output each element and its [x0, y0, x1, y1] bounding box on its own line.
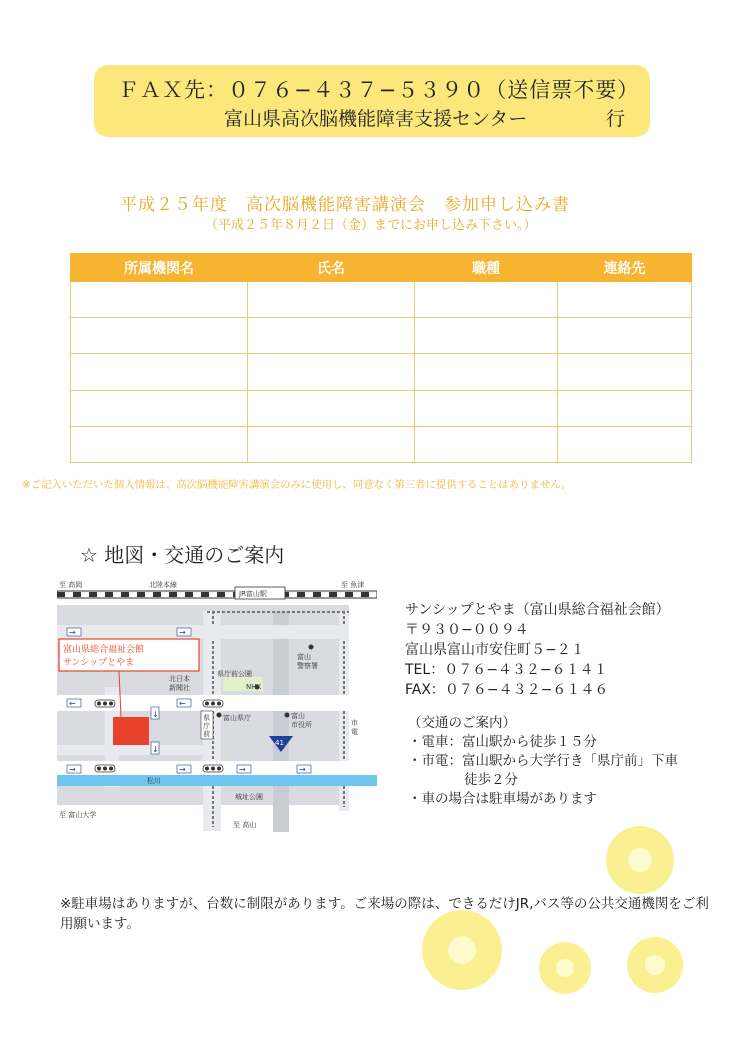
venue-marker — [113, 717, 149, 745]
entry-cell[interactable] — [415, 282, 558, 318]
label-police: 富山 — [297, 653, 311, 661]
access-map — [57, 577, 377, 832]
flower-icon — [606, 826, 674, 894]
entry-cell[interactable] — [415, 354, 558, 390]
entry-cell[interactable] — [248, 282, 415, 318]
matsukawa-river — [57, 775, 377, 786]
svg-text:→: → — [239, 765, 246, 774]
entry-cell[interactable] — [558, 426, 692, 462]
svg-text:↓: ↓ — [152, 710, 159, 719]
svg-text:警察署: 警察署 — [297, 662, 318, 670]
svg-text:←: ← — [179, 699, 186, 708]
entry-cell[interactable] — [71, 282, 248, 318]
entry-cell[interactable] — [415, 318, 558, 354]
svg-text:電: 電 — [351, 728, 358, 736]
label-nhk: NHK — [246, 683, 262, 691]
svg-text:新聞社: 新聞社 — [169, 684, 190, 692]
postal-code: 〒９３０−００９４ — [405, 622, 529, 638]
label-hokuriku-line: 北陸本線 — [149, 581, 177, 589]
entry-cell[interactable] — [248, 318, 415, 354]
table-row — [71, 282, 692, 318]
facility-name: サンシップとやま（富山県総合福祉会館） — [405, 602, 670, 618]
entry-cell[interactable] — [558, 390, 692, 426]
entry-cell[interactable] — [248, 426, 415, 462]
label-to-takayama: 至 高山 — [233, 821, 257, 829]
deadline-note: （平成２５年８月２日（金）までにお申し込み下さい。） — [205, 218, 537, 233]
access-tram: ・市電：富山駅から大学行き「県庁前」下車 — [408, 753, 678, 769]
column-occupation: 職種 — [415, 254, 558, 282]
label-jr-toyama-station: JR富山駅 — [239, 590, 267, 598]
telephone: TEL：０７６−４３２−６１４１ — [405, 662, 608, 678]
svg-text:→: → — [69, 765, 76, 774]
svg-text:↓: ↓ — [152, 745, 159, 754]
label-castle-park: 城址公園 — [235, 793, 263, 801]
flower-icon — [627, 937, 683, 993]
table-row — [71, 318, 692, 354]
privacy-note: ※ご記入いただいた個人情報は、高次脳機能障害講演会のみに使用し、同意なく第三者に提供することはありません。 — [22, 479, 572, 491]
access-heading: （交通のご案内） — [408, 715, 516, 731]
svg-text:→: → — [179, 628, 186, 637]
access-car: ・車の場合は駐車場があります — [408, 791, 597, 807]
fax-number: ＦＡＸ先：０７６−４３７−５３９０（送信票不要） — [118, 78, 640, 102]
svg-text:←: ← — [69, 699, 76, 708]
label-tram: 市 — [351, 719, 358, 727]
label-park: 県庁前公園 — [217, 670, 252, 678]
recipient-suffix: 行 — [606, 108, 626, 130]
form-title: 平成２５年度 高次脳機能障害講演会 参加申し込み書 — [120, 195, 570, 215]
label-city-hall: 富山 — [291, 712, 305, 720]
entry-cell[interactable] — [71, 426, 248, 462]
entry-cell[interactable] — [248, 390, 415, 426]
access-tram-walk: 徒歩２分 — [464, 772, 518, 788]
entry-cell[interactable] — [558, 282, 692, 318]
entry-cell[interactable] — [558, 354, 692, 390]
label-to-university: 至 富山大学 — [59, 811, 97, 819]
column-name: 氏名 — [248, 254, 415, 282]
svg-text:庁: 庁 — [203, 722, 210, 730]
svg-text:→: → — [69, 628, 76, 637]
svg-text:→: → — [299, 765, 306, 774]
table-row — [71, 426, 692, 462]
entry-cell[interactable] — [558, 318, 692, 354]
label-to-uozu: 至 魚津 — [341, 581, 365, 589]
label-kencho-mae: 県 — [203, 714, 210, 722]
label-pref-office: 富山県庁 — [223, 714, 251, 722]
access-guide — [408, 714, 678, 809]
address: 富山県富山市安住町５−２１ — [405, 642, 585, 658]
column-affiliation: 所属機関名 — [71, 254, 248, 282]
route-41-road — [273, 611, 289, 832]
label-newspaper: 北日本 — [169, 675, 190, 683]
label-to-takaoka: 至 高岡 — [59, 581, 83, 589]
label-river: 松川 — [147, 777, 161, 785]
entry-cell[interactable] — [71, 390, 248, 426]
entry-cell[interactable] — [71, 354, 248, 390]
table-header-row — [71, 254, 692, 282]
route-number: 41 — [275, 739, 284, 747]
application-table — [70, 253, 692, 463]
parking-note: ※駐車場はありますが、台数に制限があります。ご来場の際は、できるだけJR,バス等の公共交通機関をご利用願います。 — [60, 896, 709, 932]
entry-cell[interactable] — [71, 318, 248, 354]
svg-text:市役所: 市役所 — [291, 721, 312, 729]
venue-name-1: 富山県総合福祉会館 — [63, 645, 145, 655]
venue-name-2: サンシップとやま — [63, 658, 135, 668]
facility-info — [405, 600, 670, 700]
entry-cell[interactable] — [248, 354, 415, 390]
table-row — [71, 390, 692, 426]
svg-text:前: 前 — [203, 730, 210, 738]
entry-cell[interactable] — [415, 426, 558, 462]
map-section-heading: ☆ 地図・交通のご案内 — [80, 543, 285, 567]
flower-icon — [539, 942, 591, 994]
fax: FAX：０７６−４３２−６１４６ — [405, 682, 609, 698]
entry-cell[interactable] — [415, 390, 558, 426]
svg-text:→: → — [179, 765, 186, 774]
recipient-center: 富山県高次脳機能障害支援センター — [224, 108, 528, 130]
table-row — [71, 354, 692, 390]
access-train: ・電車：富山駅から徒歩１５分 — [408, 734, 597, 750]
column-contact: 連絡先 — [558, 254, 692, 282]
